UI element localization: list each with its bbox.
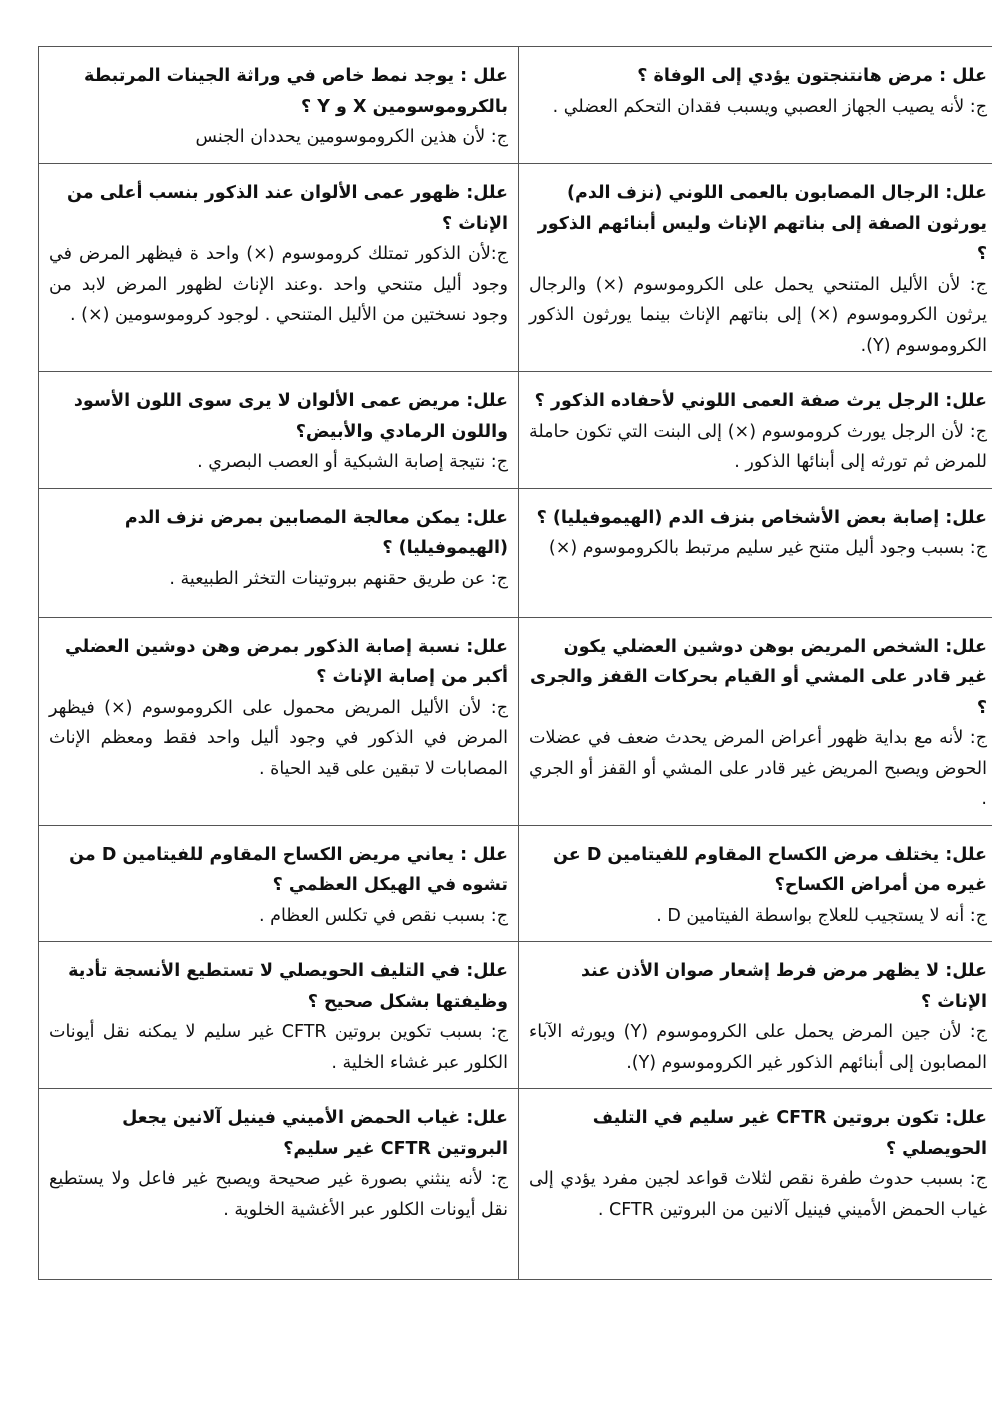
answer-text: ج: لأنه ينثني بصورة غير صحيحة ويصبح غير فاعل ولا يستطيع نقل أيونات الكلور عبر الأغشية الخلوية . [49, 1169, 508, 1220]
table-row [39, 372, 992, 489]
qa-cell [39, 47, 519, 164]
answer-text: ج: أنه لا يستجيب للعلاج بواسطة الفيتامين D . [656, 905, 987, 926]
question-text: علل: نسبة إصابة الذكور بمرض وهن دوشين العضلي أكبر من إصابة الإناث ؟ [64, 636, 508, 687]
qa-cell [39, 164, 519, 372]
question-text: علل: يختلف مرض الكساح المقاوم للفيتامين D عن غيره من أمراض الكساح؟ [553, 844, 987, 895]
question-text: علل: في التليف الحويصلي لا تستطيع الأنسجة تأدية وظيفتها بشكل صحيح ؟ [68, 961, 508, 1012]
answer-text: ج: لأن الأليل المتنحي يحمل على الكروموسوم (×) والرجال يرثون الكروموسوم (×) إلى بناتهم الإناث بينما يورثون الذكور الكروموسوم (Y). [529, 274, 987, 356]
answer-text: ج: عن طريق حقنهم ببروتينات التخثر الطبيعية . [169, 568, 508, 589]
answer-text: ج:لأن الذكور تمتلك كروموسوم (×) واحد ة فيظهر المرض في وجود أليل متنحي واحد .وعند الإناث لظهور المرض لابد من وجود نسختين من الأليل المتنحي . لوجود كروموسومين (×) . [49, 244, 508, 325]
question-text: علل : مرض هانتنجتون يؤدي إلى الوفاة ؟ [637, 66, 987, 86]
question-text: علل: غياب الحمض الأميني فينيل آلانين يجعل البروتين CFTR غير سليم؟ [122, 1108, 508, 1159]
answer-text: ج: لأن جين المرض يحمل على الكروموسوم (Y) ويورثه الآباء المصابون إلى أبنائهم الذكور غير الكروموسوم (Y). [529, 1022, 987, 1073]
qa-cell [519, 825, 992, 942]
qa-cell [39, 488, 519, 617]
table-row [39, 488, 992, 617]
answer-text: ج: بسبب تكوين بروتين CFTR غير سليم لا يمكنه نقل أيونات الكلور عبر غشاء الخلية . [49, 1022, 508, 1073]
table-row [39, 825, 992, 942]
table-row [39, 617, 992, 825]
qa-cell [519, 617, 992, 825]
answer-text: ج: لأن هذين الكروموسومين يحددان الجنس [195, 127, 508, 147]
question-text: علل: الرجال المصابون بالعمى اللوني (نزف الدم) يورثون الصفة إلى بناتهم الإناث وليس أبنائهم الذكور ؟ [537, 183, 987, 264]
answer-text: ج: لأنه مع بداية ظهور أعراض المرض يحدث ضعف في عضلات الحوض ويصبح المريض غير قادر على المشي أو القفز أو الجري . [529, 728, 987, 809]
answer-text: ج: لأنه يصيب الجهاز العصبي ويسبب فقدان التحكم العضلي . [552, 96, 987, 117]
answer-text: ج: بسبب وجود أليل متنح غير سليم مرتبط بالكروموسوم (×) [548, 538, 987, 558]
qa-table [38, 46, 992, 1280]
qa-cell [519, 488, 992, 617]
answer-text: ج: لأن الرجل يورث كروموسوم (×) إلى البنت التي تكون حاملة للمرض ثم تورثه إلى أبنائها الذكور . [529, 421, 987, 472]
table-row [39, 942, 992, 1089]
table-row [39, 164, 992, 372]
table-row [39, 47, 992, 164]
qa-cell [519, 372, 992, 489]
qa-cell [39, 617, 519, 825]
answer-text: ج: بسبب نقص في تكلس العظام . [259, 905, 508, 926]
question-text: علل: الرجل يرث صفة العمى اللوني لأحفاده الذكور ؟ [534, 391, 987, 411]
answer-text: ج: بسبب حدوث طفرة نقص لثلاث قواعد لجين مفرد يؤدي إلى غياب الحمض الأميني فينيل آلانين من البروتين CFTR . [529, 1169, 987, 1220]
qa-cell [39, 942, 519, 1089]
question-text: علل: الشخص المريض بوهن دوشين العضلي يكون غير قادر على المشي أو القيام بحركات القفز والجرى ؟ [529, 636, 987, 718]
answer-text: ج: لأن الأليل المريض محمول على الكروموسوم (×) فيظهر المرض في الذكور في وجود أليل واحد فقط ومعظم الإناث المصابات لا تبقين على قيد الحياة . [49, 697, 508, 779]
qa-cell [39, 825, 519, 942]
qa-cell [39, 1089, 519, 1280]
qa-cell [519, 942, 992, 1089]
question-text: علل: ظهور عمى الألوان عند الذكور بنسب أعلى من الإناث ؟ [67, 183, 508, 234]
qa-cell [519, 1089, 992, 1280]
qa-cell [519, 47, 992, 164]
question-text: علل: تكون بروتين CFTR غير سليم في التليف الحويصلي ؟ [592, 1108, 987, 1159]
qa-cell [519, 164, 992, 372]
question-text: علل: لا يظهر مرض فرط إشعار صوان الأذن عند الإناث ؟ [580, 961, 987, 1012]
question-text: علل: إصابة بعض الأشخاص بنزف الدم (الهيموفيليا) ؟ [536, 507, 987, 528]
answer-text: ج: نتيجة إصابة الشبكية أو العصب البصري . [197, 452, 508, 472]
question-text: علل : يعاني مريض الكساح المقاوم للفيتامين D من تشوه في الهيكل العظمي ؟ [69, 844, 508, 895]
table-row [39, 1089, 992, 1280]
question-text: علل : يوجد نمط خاص في وراثة الجينات المرتبطة بالكروموسومين X و Y ؟ [84, 66, 508, 117]
question-text: علل: مريض عمى الألوان لا يرى سوى اللون الأسود واللون الرمادي والأبيض؟ [73, 391, 508, 442]
qa-cell [39, 372, 519, 489]
question-text: علل: يمكن معالجة المصابين بمرض نزف الدم (الهيموفيليا) ؟ [124, 507, 508, 558]
